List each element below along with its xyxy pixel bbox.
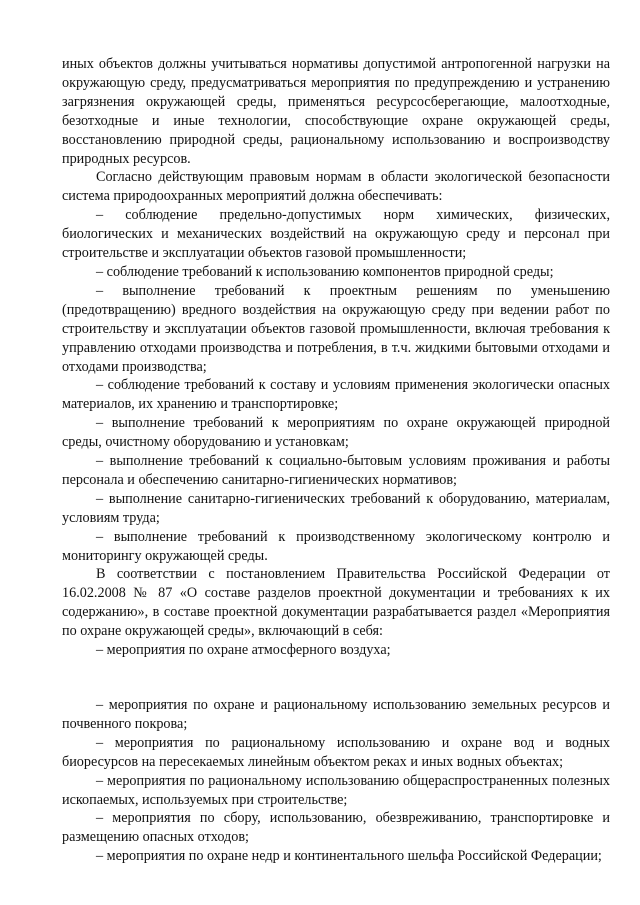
list-item: – выполнение требований к социально-бытовым условиям проживания и работы персонала и обеспечению санитарно-гигиенических нормативов;: [62, 453, 610, 488]
list-item: – соблюдение требований к составу и условиям применения экологически опасных материалов, их хранению и транспортировке;: [62, 377, 610, 413]
list-item: – мероприятия по рациональному использованию и охране вод и водных биоресурсов на пересекаемых линейным объектом реках и иных водных объектах;: [62, 734, 610, 770]
list-item: – мероприятия по охране атмосферного воздуха;: [96, 642, 391, 659]
list-item: – мероприятия по охране недр и континентального шельфа Российской Федерации;: [96, 848, 602, 865]
list-item: – мероприятия по рациональному использованию общераспространенных полезных ископаемых, используемых при строительстве;: [62, 772, 610, 808]
list-item: – выполнение санитарно-гигиенических требований к оборудованию, материалам, условиям труда;: [62, 490, 610, 526]
list-item: – мероприятия по сбору, использованию, обезвреживанию, транспортировке и размещению опасных отходов;: [62, 810, 610, 846]
list-item: – соблюдение требований к использованию компонентов природной среды;: [96, 263, 554, 280]
blank-space: [62, 660, 610, 696]
list-item: – выполнение требований к производственному экологическому контролю и мониторингу окружающей среды.: [62, 528, 610, 564]
list-item: – мероприятия по охране и рациональному использованию земельных ресурсов и почвенного покрова;: [62, 697, 610, 732]
list-item: – выполнение требований к мероприятиям по охране окружающей природной среды, очистному оборудованию и установкам;: [62, 415, 610, 451]
document-body: [62, 55, 610, 866]
paragraph-regulation: В соответствии с постановлением Правительства Российской Федерации от 16.02.2008 № 87 «О составе разделов проектной документации и требованиях к их содержанию», в составе проектной документации разрабатывается раздел «Мероприятия по охране окружающей среды», включающий в себя:: [62, 566, 610, 640]
list-item: – соблюдение предельно-допустимых норм химических, физических, биологических и механических воздействий на окружающую среду и персонал при строительстве и эксплуатации объектов газовой промышленности;: [62, 207, 610, 262]
paragraph-intro-requirements: Согласно действующим правовым нормам в области экологической безопасности система природоохранных мероприятий должна обеспечивать:: [62, 169, 610, 205]
paragraph-continuation: иных объектов должны учитываться нормативы допустимой антропогенной нагрузки на окружающую среду, предусматриваться мероприятия по предупреждению и устранению загрязнения окружающей среды, применяться ресурсосберегающие, малоотходные, безотходные и иные технологии, способствующие охране окружающей среды, восстановлению природной среды, рациональному использованию и воспроизводству природных ресурсов.: [62, 56, 610, 167]
list-item: – выполнение требований к проектным решениям по уменьшению (предотвращению) вредного воздействия на окружающую среду при ведении работ по строительству и эксплуатации объектов газовой промышленности, включая требования к управлению отходами производства и потребления, в т.ч. жидкими бытовыми отходами и отходами производства;: [62, 282, 610, 375]
